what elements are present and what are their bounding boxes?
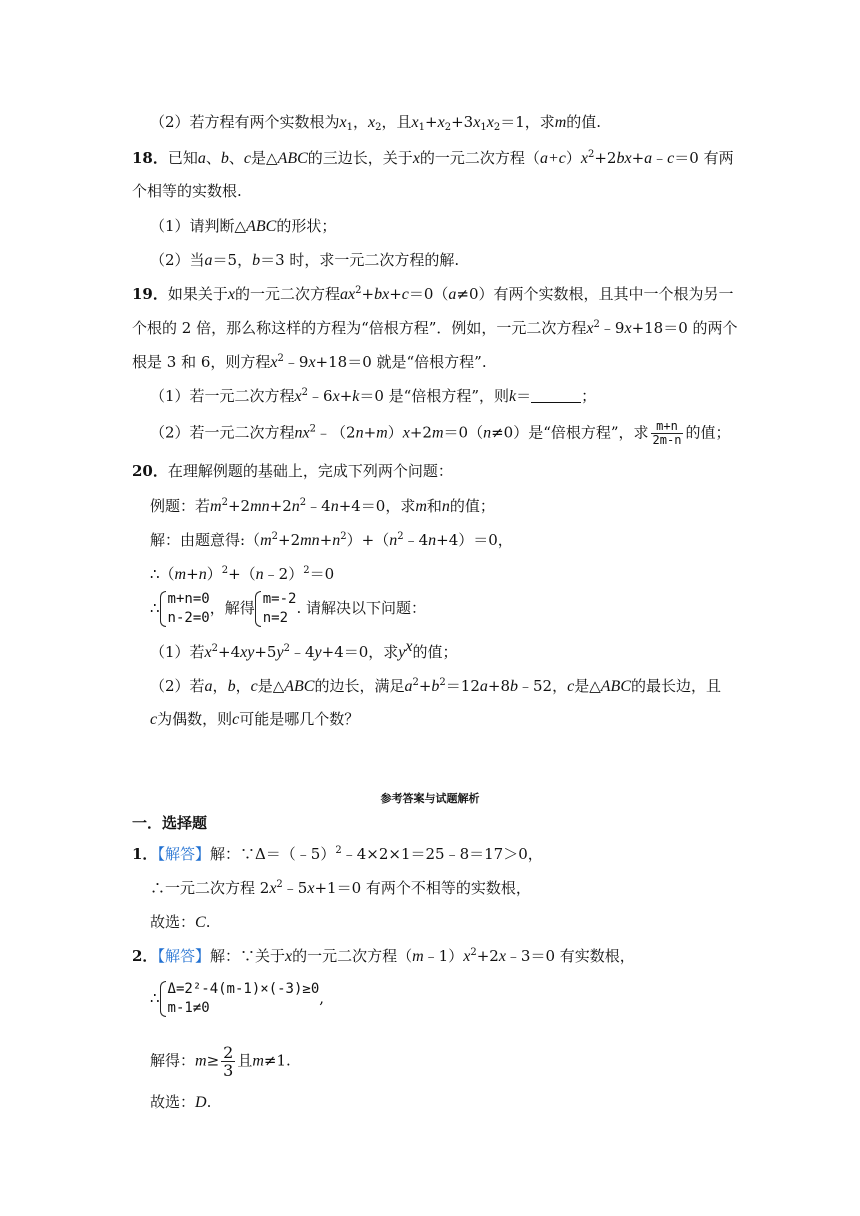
var: x: [308, 354, 316, 371]
var: ABC: [600, 678, 631, 695]
text: 根是 3 和 6，则方程: [132, 353, 271, 371]
var: mn: [250, 498, 270, 515]
var: a: [479, 678, 488, 695]
q19-line2: [132, 316, 738, 341]
text: +2: [227, 497, 251, 515]
text: ＝12: [445, 677, 480, 695]
text: 是△: [251, 149, 278, 167]
var: y: [276, 644, 284, 661]
text: 、: [205, 149, 221, 167]
var: b: [227, 678, 236, 695]
text: （2）若一元二次方程: [150, 423, 295, 442]
var: n: [198, 566, 207, 583]
therefore-symbol: ∴: [150, 599, 160, 617]
system-line: m-1≠0: [167, 1000, 210, 1016]
therefore-symbol: ∴: [150, 989, 160, 1007]
q17-part2: [150, 110, 601, 135]
answer-section-title: 参考答案与试题解析: [380, 792, 480, 805]
text: ≠0）有两个实数根，且其中一个根为另一: [456, 285, 734, 303]
text: +: [418, 677, 432, 695]
var: a: [197, 150, 206, 167]
text: ＝: [516, 387, 532, 405]
var: xy: [240, 644, 255, 661]
var: x: [437, 114, 445, 131]
sub: 2: [375, 122, 382, 133]
text: 是△: [574, 677, 601, 695]
text: ）+（: [346, 531, 390, 549]
text: ；: [581, 387, 597, 405]
system-line: n-2=0: [167, 610, 210, 626]
var: C: [195, 914, 206, 931]
var: x: [368, 114, 376, 131]
var: a: [644, 150, 653, 167]
text: ＝5，: [212, 251, 253, 269]
var: b: [510, 678, 519, 695]
var: a+c: [539, 150, 566, 167]
text: +: [389, 285, 402, 303]
var: x: [473, 114, 481, 131]
answer-2-result: [150, 1044, 291, 1079]
text: ＝0 是“倍根方程”，则: [359, 387, 510, 405]
text: ﹣9: [283, 353, 309, 371]
text: （1）若: [150, 643, 205, 661]
sub: 1: [480, 122, 487, 133]
text: 解得：: [150, 1051, 196, 1070]
sup: 2: [587, 149, 595, 160]
text: +2: [409, 423, 432, 442]
text: 的一元二次方程（: [419, 149, 540, 167]
var: a: [448, 286, 457, 303]
var: m: [195, 1052, 207, 1070]
text: 个根的 2 倍，那么称这样的方程为“倍根方程”．例如，一元二次方程: [132, 319, 587, 337]
text: +4＝0，求: [338, 497, 416, 515]
var: c: [401, 286, 409, 303]
text: ≠0）是“倍根方程”，求: [491, 423, 649, 442]
text: 解：由题意得:（: [150, 531, 261, 549]
sup: 2: [397, 531, 404, 542]
sup: 2: [593, 319, 600, 330]
text: ）: [206, 565, 222, 583]
system-line: n=2: [262, 610, 289, 626]
text: +2: [278, 531, 301, 549]
q20-solution: [150, 528, 513, 553]
var: c: [232, 711, 240, 728]
text: 已知: [167, 149, 198, 167]
var: x: [402, 424, 410, 442]
text: +8: [487, 677, 511, 695]
fraction-numerator: m+n: [651, 420, 684, 434]
answer-1-line1: [132, 842, 543, 866]
var: k: [352, 388, 360, 405]
text: 且: [237, 1051, 253, 1070]
var: D: [195, 1094, 207, 1111]
var: m: [210, 498, 222, 515]
text: +: [186, 565, 199, 583]
var: y: [398, 644, 406, 661]
var: n: [255, 566, 264, 583]
text: +4: [218, 643, 241, 661]
var: x: [332, 388, 340, 405]
text: +: [361, 285, 375, 303]
q20-line1: [132, 459, 453, 483]
text: +4）＝0，: [436, 531, 513, 549]
text: 的一元二次方程: [235, 285, 341, 303]
text: +: [631, 149, 645, 167]
text: 的最长边，且: [630, 677, 721, 695]
var: n: [291, 498, 300, 515]
var: m: [412, 948, 424, 965]
text: ﹣6: [308, 387, 333, 405]
sup: 2: [439, 677, 446, 688]
var: c: [667, 150, 675, 167]
sup: 2: [340, 531, 347, 542]
var: nx: [294, 424, 310, 442]
text: ，: [235, 677, 251, 695]
text: （2）若方程有两个实数根为: [150, 113, 340, 131]
text: ﹣9: [599, 319, 625, 337]
text: ，: [212, 677, 228, 695]
var: m: [174, 566, 187, 583]
text: 例题：若: [150, 497, 211, 515]
q18-line1: [132, 146, 734, 171]
fraction-denominator: 3: [223, 1061, 234, 1080]
var: bx: [616, 150, 632, 167]
text: +18＝0 的两个: [631, 319, 738, 337]
text: ＝3 时，求一元二次方程的解.: [260, 251, 460, 269]
text: ﹣1）: [423, 947, 464, 965]
q20-therefore: [150, 562, 334, 587]
fraction-numerator: 2: [223, 1043, 234, 1062]
question-number: 20．: [132, 462, 168, 480]
text: +2: [594, 149, 617, 167]
text: （1）若一元二次方程: [150, 387, 295, 405]
var: b: [252, 252, 261, 269]
q18-line2: 个相等的实数根.: [132, 182, 242, 200]
fraction: [651, 420, 684, 447]
answer-2-system: [150, 980, 324, 1018]
var: a: [204, 678, 213, 695]
text: ﹣: [652, 149, 668, 167]
var: m: [252, 1052, 264, 1070]
var: x: [463, 948, 471, 965]
text: ∴一元二次方程 2: [150, 879, 270, 897]
q19-part1: [150, 384, 596, 409]
fraction-denominator: 2m-n: [652, 433, 682, 447]
q20-system-line: [150, 590, 426, 628]
sup: 2: [276, 879, 283, 890]
text: 的值；: [412, 643, 458, 661]
var: n: [332, 532, 341, 549]
text: 故选：: [150, 1093, 196, 1111]
answer-1-choice: [150, 910, 210, 935]
var: m: [376, 424, 388, 442]
sup: 2: [412, 677, 419, 688]
sup: 2: [211, 643, 219, 654]
var: x: [270, 354, 278, 371]
question-number: 1．: [132, 845, 158, 863]
answer-tag: 【解答】: [157, 947, 210, 965]
text: +: [319, 531, 333, 549]
text: ＝0: [309, 565, 335, 583]
text: ≥: [206, 1051, 220, 1070]
text: ＝1，求: [500, 113, 555, 131]
question-number: 2．: [132, 947, 158, 965]
text: ）: [565, 149, 581, 167]
text: 为偶数，则: [157, 710, 233, 728]
fraction: [221, 1044, 235, 1079]
text: 可能是哪几个数？: [239, 710, 360, 728]
var: n: [330, 498, 339, 515]
text: ，解得: [209, 599, 255, 617]
text: （1）请判断△: [150, 217, 247, 235]
var: ABC: [284, 678, 315, 695]
q20-example: [150, 494, 495, 519]
var: a: [204, 252, 213, 269]
text: ﹣5: [282, 879, 308, 897]
sup: 2: [303, 565, 310, 576]
text: +1＝0 有两个不相等的实数根，: [314, 879, 531, 897]
text: 故选：: [150, 913, 196, 931]
var: x: [498, 948, 506, 965]
solution-system: [255, 590, 297, 628]
var: mn: [300, 532, 320, 549]
text: ，且: [381, 113, 412, 131]
text: ﹣52，: [518, 677, 568, 695]
sub: 2: [444, 122, 452, 133]
var: n: [428, 532, 437, 549]
text: 解：∵关于: [209, 947, 285, 965]
system-line: m=-2: [262, 591, 297, 607]
text: ﹣4: [306, 497, 331, 515]
text: .: [206, 1093, 212, 1111]
sub: 1: [418, 122, 426, 133]
q19-line3: [132, 350, 487, 375]
sub: 1: [346, 122, 354, 133]
text: ﹣4: [403, 531, 429, 549]
text: ＝0（: [408, 285, 449, 303]
answer-2-line1: [132, 944, 635, 969]
text: ﹣4: [289, 643, 315, 661]
text: 的三边长，关于: [307, 149, 413, 167]
sup: 2: [277, 353, 284, 364]
text: 的一元二次方程（: [292, 947, 413, 965]
sup: 2: [355, 285, 362, 296]
text: （2）若: [150, 677, 205, 695]
sup: 2: [221, 565, 229, 576]
text: +: [339, 387, 353, 405]
sub: 2: [493, 122, 501, 133]
q20-part2-line1: [150, 674, 721, 699]
question-number: 18．: [132, 149, 168, 167]
var: m: [415, 498, 427, 515]
var: c: [243, 150, 252, 167]
q19-part2: [150, 420, 730, 447]
text: ﹣2）: [263, 565, 304, 583]
var: ax: [340, 286, 356, 303]
text: 的值；: [449, 497, 495, 515]
text: +2: [476, 947, 499, 965]
text: +: [425, 113, 438, 131]
text: .: [205, 913, 211, 931]
var: x: [294, 388, 302, 405]
text: ,: [319, 989, 325, 1007]
var: x: [339, 114, 347, 131]
text: ≠1.: [263, 1051, 291, 1070]
var: x: [307, 880, 315, 897]
var: m: [431, 424, 444, 442]
text: 的边长，满足: [314, 677, 405, 695]
equation-system: [160, 980, 320, 1018]
q18-part1: [150, 214, 336, 239]
var: m: [554, 114, 567, 131]
var: x: [227, 286, 235, 303]
text: Δ＝（﹣5）: [254, 845, 336, 863]
text: +3: [451, 113, 474, 131]
var: x: [624, 320, 632, 337]
answer-2-choice: [150, 1090, 211, 1115]
text: ∴（: [150, 565, 175, 583]
text: ﹣3＝0 有实数根，: [505, 947, 635, 965]
sup: x: [405, 638, 413, 655]
var: x: [486, 114, 494, 131]
q19-line1: [132, 282, 734, 307]
q20-part1: [150, 640, 458, 665]
section-heading: 一．选择题: [132, 814, 208, 832]
text: ＝0（: [443, 423, 484, 442]
text: 的值；: [685, 423, 731, 442]
text: 和: [426, 497, 442, 515]
text: . 请解决以下问题：: [296, 599, 426, 617]
var: b: [220, 150, 229, 167]
text: ＝0 有两: [674, 149, 734, 167]
system-line: Δ=2²-4(m-1)×(-3)≥0: [167, 981, 320, 997]
answer-tag: 【解答】: [157, 845, 210, 863]
answer-1-line2: [150, 876, 531, 901]
var: x: [204, 644, 212, 661]
var: ABC: [277, 150, 308, 167]
question-number: 19．: [132, 285, 168, 303]
text: （2）当: [150, 251, 205, 269]
var: c: [250, 678, 258, 695]
text: 是△: [257, 677, 285, 695]
system-line: m+n=0: [167, 591, 210, 607]
text: ）: [387, 423, 403, 442]
text: 的形状；: [276, 217, 337, 235]
text: +（: [228, 565, 256, 583]
var: bx: [374, 286, 390, 303]
text: 解：∵: [209, 845, 255, 863]
text: +5: [254, 643, 277, 661]
var: n: [483, 424, 492, 442]
q18-part2: [150, 248, 459, 273]
sup: 2: [301, 387, 309, 398]
var: y: [314, 644, 322, 661]
var: c: [567, 678, 575, 695]
text: +18＝0 就是“倍根方程”.: [315, 353, 487, 371]
var: m: [260, 532, 272, 549]
sup: 2: [283, 643, 290, 654]
text: +4＝0，求: [321, 643, 399, 661]
var: x: [269, 880, 277, 897]
var: x: [284, 948, 293, 965]
var: x: [411, 114, 419, 131]
text: 的值.: [566, 113, 602, 131]
equation-system: [160, 590, 210, 628]
q20-part2-line2: [150, 707, 359, 732]
var: a: [404, 678, 413, 695]
text: 、: [228, 149, 244, 167]
sup: 2: [309, 423, 317, 435]
answer-blank: [531, 388, 581, 403]
var: x: [586, 320, 594, 337]
var: c: [150, 711, 158, 728]
var: x: [580, 150, 588, 167]
var: ABC: [246, 218, 277, 235]
sup: 2: [221, 497, 228, 508]
sup: 2: [470, 947, 477, 958]
var: n: [389, 532, 398, 549]
text: +: [363, 423, 377, 442]
text: ，: [353, 113, 369, 131]
text: ﹣4×2×1＝25﹣8＝17＞0，: [341, 845, 543, 863]
text: +2: [269, 497, 292, 515]
text: 如果关于: [167, 285, 228, 303]
sup: 2: [299, 497, 307, 508]
var: k: [509, 388, 517, 405]
var: n: [441, 498, 450, 515]
sup: 2: [271, 531, 278, 542]
sup: 2: [335, 845, 342, 856]
var: b: [431, 678, 440, 695]
text: 在理解例题的基础上，完成下列两个问题：: [167, 462, 453, 480]
var: x: [412, 150, 420, 167]
text: ﹣（2: [316, 423, 356, 442]
var: n: [355, 424, 364, 442]
